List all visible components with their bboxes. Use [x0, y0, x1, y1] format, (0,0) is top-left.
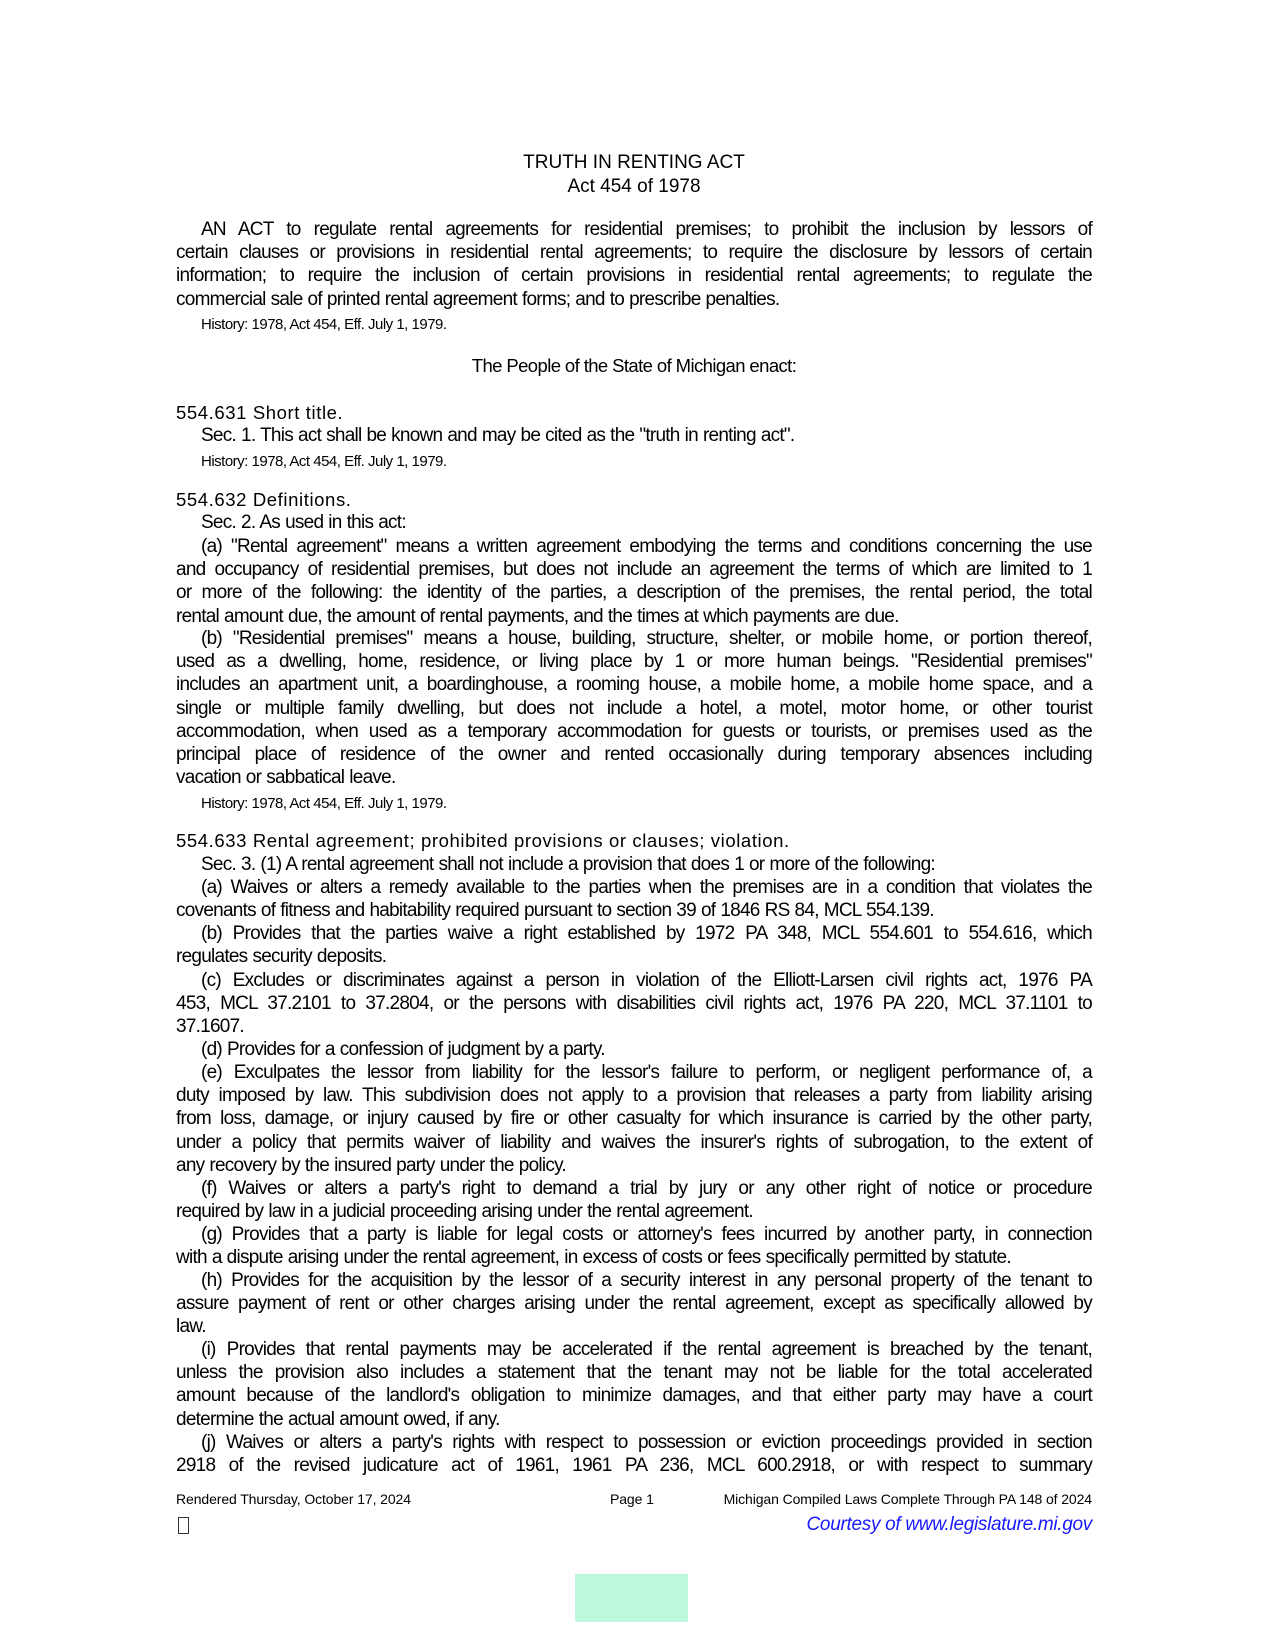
text-line: (i) Provides that rental payments may be accelerated if the rental agreement is breached by the tenant,: [201, 1339, 1092, 1360]
courtesy-link[interactable]: Courtesy of www.legislature.mi.gov: [806, 1514, 1092, 1535]
text-line: from loss, damage, or injury caused by fire or other casualty for which insurance is carried by the other party,: [176, 1108, 1092, 1130]
section-intro: [176, 853, 1092, 876]
text-line: assure payment of rent or other charges arising under the rental agreement, except as specifically allowed by: [176, 1293, 1092, 1315]
text-line: vacation or sabbatical leave.: [176, 767, 396, 789]
preamble: [176, 218, 1092, 311]
text-line: (d) Provides for a confession of judgment by a party.: [201, 1039, 605, 1060]
definition-b: [176, 627, 1092, 789]
provision-c: [176, 969, 1092, 1039]
text-line: covenants of fitness and habitability required pursuant to section 39 of 1846 RS 84, MCL 554.139.: [176, 900, 934, 922]
history-note: History: 1978, Act 454, Eff. July 1, 1979.: [201, 316, 447, 333]
provision-b: [176, 922, 1092, 968]
text-line: amount because of the landlord's obligation to minimize damages, and that either party may have a court: [176, 1385, 1092, 1407]
provision-d: [176, 1038, 1092, 1061]
text-line: Sec. 2. As used in this act:: [201, 512, 406, 533]
text-line: 37.1607.: [176, 1016, 244, 1038]
text-line: (g) Provides that a party is liable for legal costs or attorney's fees incurred by another party, in connection: [201, 1224, 1092, 1245]
text-line: (b) Provides that the parties waive a right established by 1972 PA 348, MCL 554.601 to 554.616, which: [201, 923, 1092, 944]
text-line: Sec. 3. (1) A rental agreement shall not include a provision that does 1 or more of the following:: [201, 854, 935, 875]
text-line: (a) "Rental agreement" means a written agreement embodying the terms and conditions concerning the use: [201, 536, 1092, 557]
provision-f: [176, 1177, 1092, 1223]
text-line: duty imposed by law. This subdivision does not apply to a provision that releases a party from liability arising: [176, 1085, 1092, 1107]
text-line: (a) Waives or alters a remedy available to the parties when the premises are in a condition that violates the: [201, 877, 1092, 898]
provision-a: [176, 876, 1092, 922]
section-intro: [176, 511, 1092, 534]
text-line: commercial sale of printed rental agreement forms; and to prescribe penalties.: [176, 288, 780, 310]
provision-h: [176, 1269, 1092, 1339]
text-line: AN ACT to regulate rental agreements for residential premises; to prohibit the inclusion by lessors of: [201, 219, 1092, 240]
provision-g: [176, 1223, 1092, 1269]
text-line: regulates security deposits.: [176, 946, 387, 968]
text-line: determine the actual amount owed, if any.: [176, 1408, 500, 1430]
text-line: includes an apartment unit, a boardinghouse, a rooming house, a mobile home, a mobile home space, and a: [176, 674, 1092, 696]
footer-page-number: Page 1: [610, 1491, 654, 1507]
text-line: (h) Provides for the acquisition by the lessor of a security interest in any personal property of the tenant to: [201, 1270, 1092, 1291]
text-line: under a policy that permits waiver of liability and waives the insurer's rights of subrogation, to the extent of: [176, 1131, 1092, 1153]
text-line: or more of the following: the identity of the parties, a description of the premises, the rental period, the total: [176, 582, 1092, 604]
provision-j: [176, 1431, 1092, 1477]
text-line: information; to require the inclusion of certain provisions in residential rental agreements; to regulate the: [176, 265, 1092, 287]
text-line: accommodation, when used as a temporary accommodation for guests or tourists, or premises used as the: [176, 720, 1092, 742]
text-line: single or multiple family dwelling, but does not include a hotel, a motel, motor home, or other tourist: [176, 697, 1092, 719]
section-body: [176, 424, 1092, 447]
text-line: (j) Waives or alters a party's rights with respect to possession or eviction proceedings provided in section: [201, 1432, 1092, 1453]
section-heading-554-632: 554.632 Definitions.: [176, 489, 352, 510]
provision-i: [176, 1338, 1092, 1431]
enacting-clause: The People of the State of Michigan enact:: [471, 355, 797, 376]
act-title: TRUTH IN RENTING ACT: [523, 152, 745, 173]
section-heading-554-633: 554.633 Rental agreement; prohibited provisions or clauses; violation.: [176, 830, 790, 851]
text-line: certain clauses or provisions in residential rental agreements; to require the disclosure by lessors of certain: [176, 242, 1092, 264]
section-heading-554-631: 554.631 Short title.: [176, 402, 344, 423]
footer-rendered-date: Rendered Thursday, October 17, 2024: [176, 1491, 411, 1507]
footer-compiled-through: Michigan Compiled Laws Complete Through PA 148 of 2024: [723, 1491, 1092, 1507]
text-line: used as a dwelling, home, residence, or living place by 1 or more human beings. "Residential premises": [176, 651, 1092, 673]
text-line: law.: [176, 1316, 206, 1338]
text-line: principal place of residence of the owner and rented occasionally during temporary absences including: [176, 743, 1092, 765]
text-line: any recovery by the insured party under the policy.: [176, 1154, 566, 1176]
text-line: Sec. 1. This act shall be known and may be cited as the "truth in renting act".: [201, 425, 795, 446]
provision-e: [176, 1061, 1092, 1177]
text-line: (c) Excludes or discriminates against a person in violation of the Elliott-Larsen civil rights act, 1976 PA: [201, 970, 1092, 991]
text-line: unless the provision also includes a statement that the tenant may not be liable for the total accelerated: [176, 1362, 1092, 1384]
text-line: 2918 of the revised judicature act of 1961, 1961 PA 236, MCL 600.2918, or with respect to summary: [176, 1455, 1092, 1477]
text-line: (b) "Residential premises" means a house, building, structure, shelter, or mobile home, or portion thereof,: [201, 628, 1092, 649]
definition-a: [176, 535, 1092, 628]
history-note: History: 1978, Act 454, Eff. July 1, 1979.: [201, 795, 447, 812]
history-note: History: 1978, Act 454, Eff. July 1, 1979.: [201, 453, 447, 470]
act-number: Act 454 of 1978: [567, 176, 701, 197]
text-line: (e) Exculpates the lessor from liability for the lessor's failure to perform, or negligent performance of, a: [201, 1062, 1092, 1083]
highlight-box: [575, 1574, 688, 1622]
missing-glyph-icon: [178, 1517, 189, 1534]
text-line: with a dispute arising under the rental agreement, in excess of costs or fees specifically permitted by statute.: [176, 1247, 1011, 1269]
text-line: and occupancy of residential premises, but does not include an agreement the terms of which are limited to 1: [176, 559, 1092, 581]
text-line: (f) Waives or alters a party's right to demand a trial by jury or any other right of notice or procedure: [201, 1178, 1092, 1199]
text-line: required by law in a judicial proceeding arising under the rental agreement.: [176, 1201, 753, 1223]
text-line: 453, MCL 37.2101 to 37.2804, or the persons with disabilities civil rights act, 1976 PA 220, MCL 37.1101 to: [176, 993, 1092, 1015]
text-line: rental amount due, the amount of rental payments, and the times at which payments are due.: [176, 605, 899, 627]
